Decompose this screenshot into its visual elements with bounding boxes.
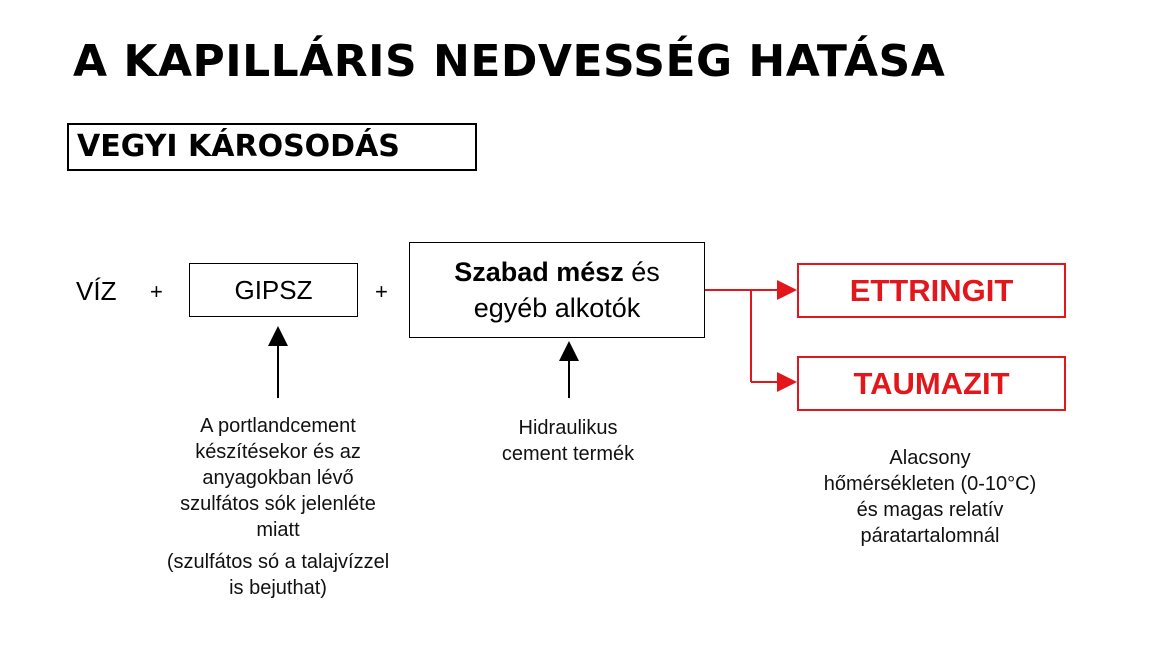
condition-note-line: és magas relatív: [856, 499, 1004, 521]
free-lime-and: és: [623, 257, 660, 287]
gypsum-note-line: A portlandcement: [200, 415, 356, 437]
plus-sign-1: +: [150, 279, 163, 304]
gypsum-source-extra-note: [128, 549, 428, 601]
free-lime-line-2: egyéb alkotók: [473, 293, 641, 323]
water-label: VÍZ: [76, 276, 117, 306]
gypsum-extra-line: (szulfátos só a talajvízzel: [166, 551, 390, 573]
ettringite-label: ETTRINGIT: [849, 272, 1014, 308]
lime-source-note: [458, 415, 678, 467]
section-subtitle: VEGYI KÁROSODÁS: [77, 129, 400, 164]
gypsum-source-note: [138, 413, 418, 543]
gypsum-label: GIPSZ: [234, 274, 313, 305]
reaction-connector: [705, 290, 795, 382]
gypsum-extra-line: is bejuthat): [229, 577, 327, 599]
condition-note-line: hőmérsékleten (0-10°C): [823, 473, 1037, 495]
lime-note-line: Hidraulikus: [518, 417, 618, 439]
free-lime-bold: Szabad mész: [454, 257, 624, 287]
lime-note-line: cement termék: [501, 443, 635, 465]
gypsum-note-line: szulfátos sók jelenléte: [180, 493, 376, 515]
condition-note-line: Alacsony: [889, 447, 971, 469]
gypsum-note-line: készítésekor és az: [195, 441, 361, 463]
thaumasite-label: TAUMAZIT: [853, 365, 1010, 401]
gypsum-note-line: anyagokban lévő: [202, 467, 354, 489]
condition-note-line: páratartalomnál: [860, 525, 1000, 547]
page-title: A KAPILLÁRIS NEDVESSÉG HATÁSA: [73, 36, 946, 87]
condition-note: [790, 445, 1070, 549]
plus-sign-2: +: [375, 279, 388, 304]
gypsum-note-line: miatt: [256, 519, 300, 541]
